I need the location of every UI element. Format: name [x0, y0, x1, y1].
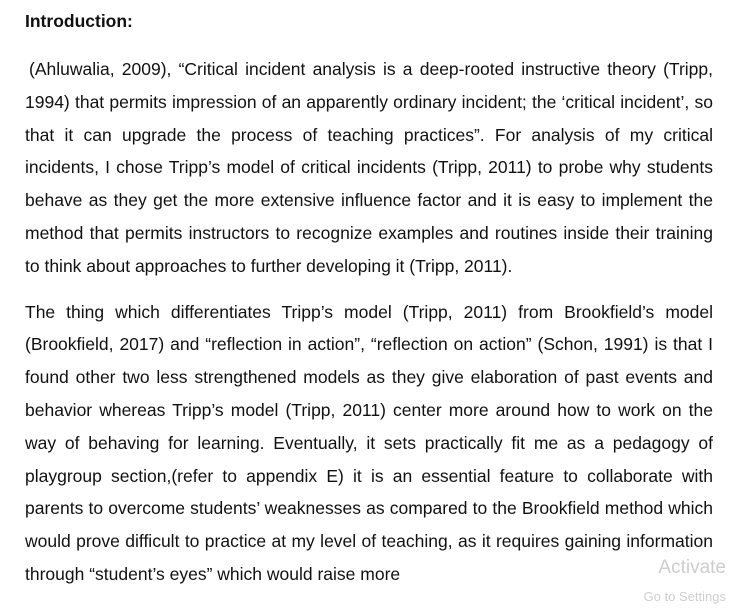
activate-watermark: Activate — [658, 557, 726, 578]
paragraph-1: (Ahluwalia, 2009), “Critical incident analysis is a deep-rooted instructive theory (Tripp, 1994) that permits impression of an apparently ordinary incident; the ‘critical incident’, so that it can upgrade the process of teaching practices”. For analysis of my critical incidents, I chose Tripp’s model of critical incidents (Tripp, 2011) to probe why students behave as they get the more extensive influence factor and it is easy to implement the method that permits instructors to recognize examples and routines inside their training to think about approaches to further developing it (Tripp, 2011). — [25, 59, 713, 276]
paragraph-2: The thing which differentiates Tripp’s model (Tripp, 2011) from Brookfield’s model (Brookfield, 2017) and “reflection in action”, “reflection on action” (Schon, 1991) is that I found other two less strengthened models as they give elaboration of past events and behavior whereas Tripp’s model (Tripp, 2011) center more around how to work on the way of behaving for learning. Eventually, it sets practically fit me as a pedagogy of playgroup section,(refer to appendix E) it is an essential feature to collaborate with parents to overcome students’ weaknesses as compared to the Brookfield method which would prove difficult to practice at my level of teaching, as it requires gaining information through “student’s eyes” which would raise more — [25, 301, 713, 584]
settings-watermark: Go to Settings — [643, 589, 726, 604]
section-heading: Introduction: — [25, 11, 133, 31]
document-page — [25, 9, 713, 591]
